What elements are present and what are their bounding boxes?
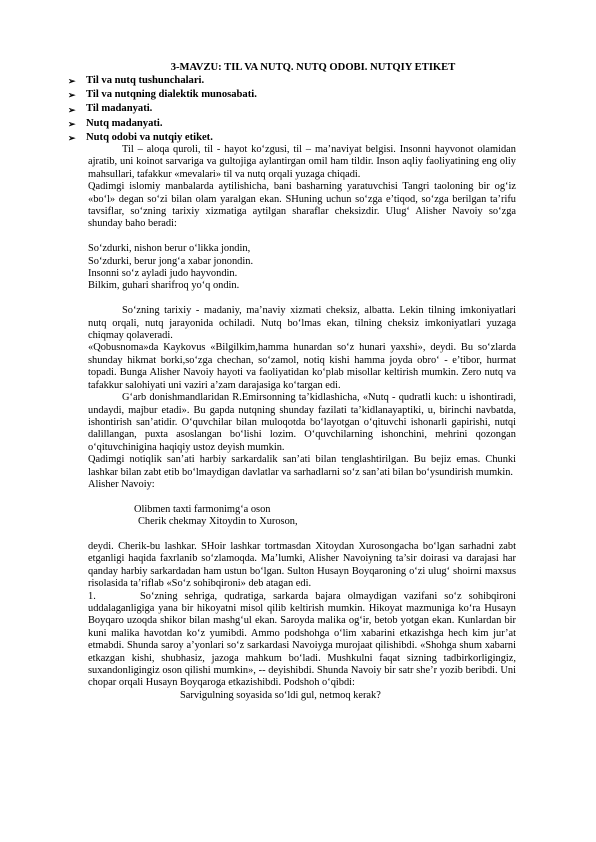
topic-label: Til va nutqning dialektik munosabati. (86, 89, 257, 101)
topic-item (68, 88, 257, 102)
arrow-bullet-icon: ➢ (68, 90, 76, 101)
topic-item (68, 131, 257, 145)
verse-line: Bilkim, guhari sharifroq yo‘q ondin. (88, 280, 240, 292)
paragraph-number: 1. (88, 590, 96, 602)
topic-label: Til madanyati. (86, 103, 153, 115)
topic-item (68, 102, 257, 116)
verse-line: Olibmen taxti farmonimg‘a oson (134, 503, 271, 515)
arrow-bullet-icon: ➢ (68, 118, 76, 129)
verse-quote (88, 504, 516, 529)
arrow-bullet-icon: ➢ (68, 76, 76, 87)
verse-line: Sarvigulning soyasida so‘ldi gul, netmoq kerak? (180, 689, 381, 701)
paragraph: Qadimgi islomiy manbalarda aytilishicha, bani basharning yaratuvchisi Tangri taoloning bir og‘iz «bo‘l» degan so‘zi bilan olam yaralgan ekan. SHuning uchun so‘zga e’tiqod, so‘zga berilgan ta’rifu tavsiflar, so‘zning tarixiy xizmatiga aytilgan sharaflar cheksizdir. Ulug‘ Alisher Navoiy so‘zga shunday baho beradi: (88, 181, 516, 230)
topic-list (68, 74, 257, 145)
paragraph: So‘zning tarixiy - madaniy, ma’naviy xizmati cheksiz, albatta. Lekin tilning imkoniyatlari nutq orqali, nutq jarayonida ochiladi. Nutq bo‘lmas ekan, tilning cheksiz imkoniyatlari yuzaga chiqmay qolaveradi. (88, 305, 516, 342)
paragraph: Alisher Navoiy: (88, 478, 155, 490)
verse-line: So‘zdurki, nishon berur o‘likka jondin, (88, 243, 251, 255)
arrow-bullet-icon: ➢ (68, 104, 76, 115)
topic-label: Til va nutq tushunchalari. (86, 75, 205, 86)
body-text (88, 144, 516, 702)
paragraph: G‘arb donishmandlaridan R.Emirsonning ta’kidlashicha, «Nutq - qudratli kuch: u ishontiradi, undaydi, majbur etadi». Bu gapda nutqning shunday fazilati ta’kidlanayaptiki, u, birinchi navbatda, ishontirish san’atidir. O‘quvchilar bilan muloqotda bo‘layotgan o‘qituvchi ishonarli gapirishi, nutqi dalillangan, puxta asoslangan bo‘lishi lozim. O‘quvchilarning ishonchini, mehrini qozongan o‘qituvchinigina haqiqiy ustoz deyish mumkin. (88, 392, 516, 453)
topic-item (68, 74, 257, 88)
paragraph: Til – aloqa quroli, til - hayot ko‘zgusi, til – ma’naviyat belgisi. Insonni hayvonot olamidan ajratib, uni koinot sarvariga va gultojiga aylantirgan omil ham tildir. Inson aqliy faoliyatining eng oliy mahsullari, tafakkur «mevalari» til va nutq orqali yuzaga chiqadi. (88, 144, 516, 180)
arrow-bullet-icon: ➢ (68, 132, 76, 143)
paragraph: «Qobusnoma»da Kaykovus «Bilgilkim,hamma hunardan so‘z hunari yaxshi», deydi. Bu so‘zlarda shunday hikmat borki,so‘zga chechan, so‘zamol, notiq kishi hamma joyda obro‘ - e’tibor, hurmat topadi. Bunga Alisher Navoiy hayoti va faoliyatidan ko‘plab misollar keltirish mumkin. Zero nutq va tafakkur salohiyati uni vaziri a’zam darajasiga ko‘targan edi. (88, 342, 516, 391)
topic-item (68, 117, 257, 131)
paragraph: deydi. Cherik-bu lashkar. SHoir lashkar tortmasdan Xitoydan Xurosongacha bo‘lgan sarhadni zabt etganligi haqida faxrlanib so‘zlamoqda. Ma’lumki, Alisher Navoiyning ta’sir doirasi va darajasi har qanday harbiy sarkardadan ham ustun bo‘lgan. Sulton Husayn Boyqaroning o‘zi ulug‘ shoirni maxsus risolasida ta’riflab «So‘z sohibqironi» deb atagan edi. (88, 540, 516, 590)
verse-line: Cherik chekmay Xitoydin to Xuroson, (138, 516, 298, 528)
verse-quote (88, 243, 516, 293)
page-title: 3-MAVZU: TIL VA NUTQ. NUTQ ODOBI. NUTQIY ETIKET (170, 62, 456, 73)
topic-label: Nutq madanyati. (86, 117, 163, 129)
numbered-paragraph (88, 591, 516, 690)
paragraph-text: So‘zning sehriga, qudratiga, sarkarda bajara olmaydigan vazifani so‘z sohibqironi uddalaganligiga yana bir hikoyatni misol qilib keltirish mumkin. Hikoyat mazmuniga ko‘ra Husayn Boyqaro uzoqda shikor bilan mashg‘ul ekan. Saroyda malika og‘ir, betob yotgan ekan. Kunlardan bir kuni malika havotdan ko‘z yumibdi. Ammo podshohga o‘lim xabarini etkazishga hech kim jur’at etmabdi. Shunda saroy a’yonlari so‘z sarkardasi Navoiyga murojaat qilishibdi. «Shohga shum xabarni etkazgan kishi, shubhasiz, jazoga mahkum bo‘ladi. Mushkulni faqat sizning tadbirkorligingiz, suxandonligingiz oson qilishi mumkin», -- deyishibdi. Shunda Navoiy bir satr she’r yozib beribdi. Uni chopar orqali Husayn Boyqaroga etkazishibdi. Podshoh o‘qibdi: (88, 590, 516, 689)
topic-label: Nutq odobi va nutqiy etiket. (86, 131, 213, 143)
verse-line: So‘zdurki, berur jong‘a xabar jonondin. (88, 255, 254, 267)
paragraph: Qadimgi notiqlik san’ati harbiy sarkardalik san’ati bilan tenglashtirilgan. Bu bejiz emas. Chunki lashkar bilan zabt etib bo‘lmaydigan davlatlar va sarhadlarni so‘z san’ati bilan bo‘ysundirish mumkin. (88, 454, 516, 478)
verse-line: Insonni so‘z ayladi judo hayvondin. (88, 268, 238, 280)
